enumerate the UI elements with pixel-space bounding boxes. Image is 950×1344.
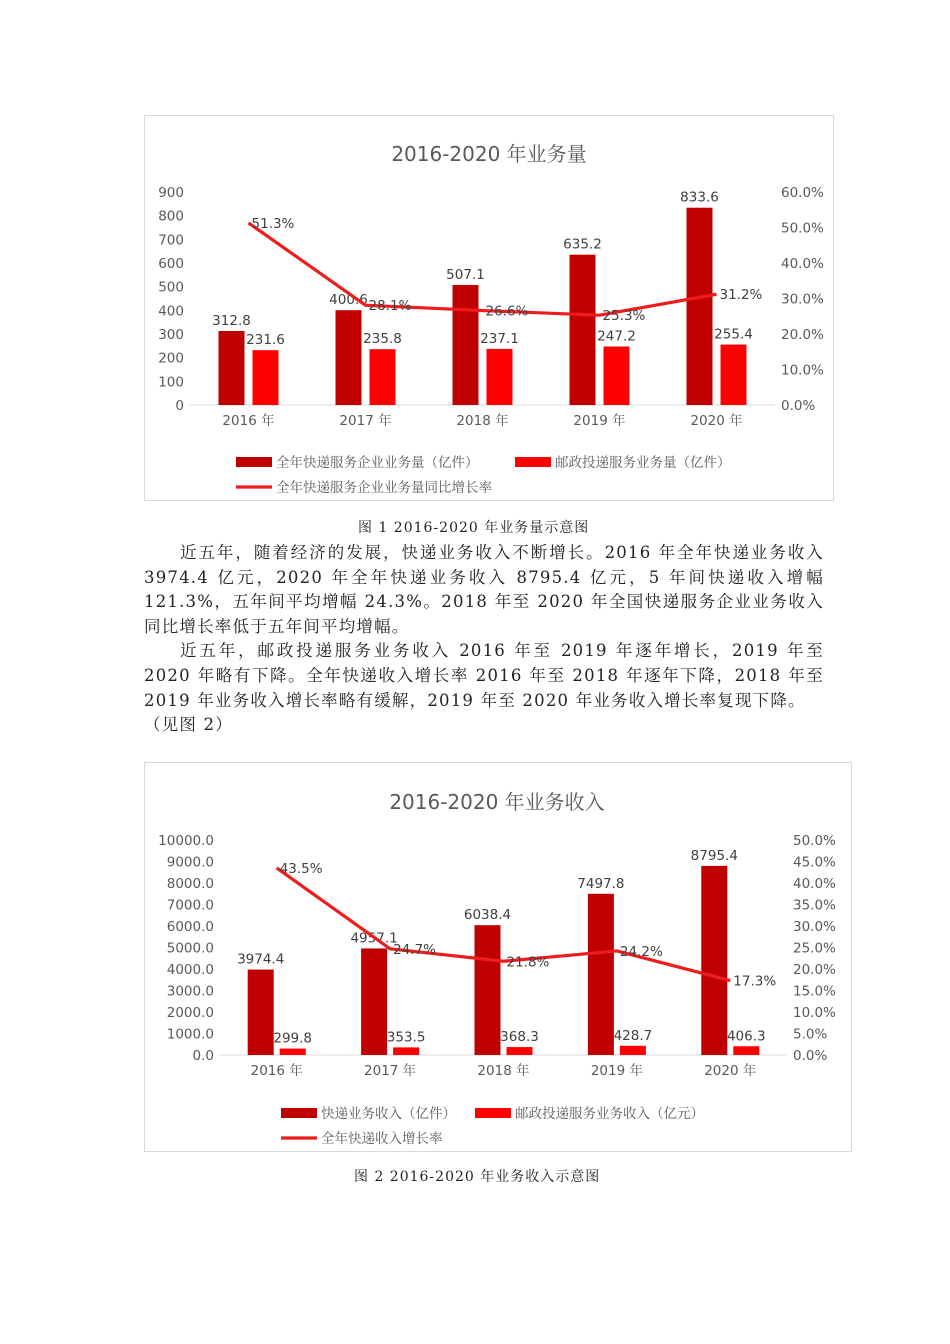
y-axis-tick-label: 100 xyxy=(158,374,184,391)
y-axis-tick-label: 0 xyxy=(175,398,184,414)
bar xyxy=(570,255,596,405)
line-data-label: 17.3% xyxy=(733,973,777,990)
chart-title: 2016-2020 年业务量 xyxy=(391,142,587,166)
legend-swatch xyxy=(515,457,551,467)
bar-data-label: 231.6 xyxy=(246,332,285,349)
x-axis-tick-label: 2020 年 xyxy=(690,413,743,429)
y2-axis-tick-label: 30.0% xyxy=(793,919,836,935)
bar xyxy=(370,349,396,405)
legend-label: 全年快递收入增长率 xyxy=(321,1131,443,1147)
bar xyxy=(733,1046,759,1055)
figure-1-caption: 图 1 2016-2020 年业务量示意图 xyxy=(358,520,590,536)
bar xyxy=(253,350,279,405)
chart-2-container xyxy=(144,762,852,1152)
bar-data-label: 247.2 xyxy=(597,328,636,345)
y-axis-tick-label: 6000.0 xyxy=(166,919,214,935)
bar xyxy=(219,331,245,405)
bar xyxy=(280,1049,306,1055)
y-axis-tick-label: 700 xyxy=(158,232,184,249)
y2-axis-tick-label: 10.0% xyxy=(793,1005,836,1021)
chart-2 xyxy=(145,763,851,1151)
y-axis-tick-label: 0.0 xyxy=(192,1048,214,1064)
bar xyxy=(475,925,501,1055)
bar xyxy=(701,866,727,1055)
legend-label: 邮政投递服务业务量（亿件） xyxy=(555,455,731,471)
legend-swatch xyxy=(281,1108,317,1118)
y-axis-tick-label: 600 xyxy=(158,256,184,272)
x-axis-tick-label: 2018 年 xyxy=(477,1063,530,1079)
x-axis-tick-label: 2019 年 xyxy=(590,1063,643,1079)
x-axis-tick-label: 2016 年 xyxy=(250,1063,303,1079)
bar-data-label: 312.8 xyxy=(212,312,251,329)
y-axis-tick-label: 7000.0 xyxy=(166,897,214,914)
y-axis-tick-label: 500 xyxy=(158,279,184,296)
y-axis-tick-label: 3000.0 xyxy=(166,983,214,1000)
line-data-label: 25.3% xyxy=(602,308,646,325)
body-text xyxy=(144,541,824,738)
legend-label: 邮政投递服务业务收入（亿元） xyxy=(515,1106,704,1122)
legend-label: 全年快递服务企业业务量（亿件） xyxy=(276,455,479,471)
paragraph-1: 近五年，随着经济的发展，快递业务收入不断增长。2016 年全年快递业务收入 3974.4 亿元，2020 年全年快递业务收入 8795.4 亿元，5 年间快递收入增幅 121.3%，五年间平均增幅 24.3%。2018 年至 2020 年全国快递服务企业业务收入同比增长率低于五年间平均增幅。 xyxy=(144,543,824,636)
bar xyxy=(687,208,713,405)
bar-data-label: 6038.4 xyxy=(463,907,512,924)
bar xyxy=(361,948,387,1055)
bar-data-label: 635.2 xyxy=(563,236,602,253)
legend-label: 全年快递服务企业业务量同比增长率 xyxy=(276,480,492,496)
bar xyxy=(721,345,747,405)
legend-label: 快递业务收入（亿件） xyxy=(321,1106,456,1122)
bar-data-label: 299.8 xyxy=(273,1030,313,1047)
line-data-label: 24.7% xyxy=(393,941,436,958)
bar-data-label: 400.6 xyxy=(329,292,368,309)
y2-axis-tick-label: 50.0% xyxy=(793,833,836,849)
y-axis-tick-label: 9000.0 xyxy=(166,854,214,871)
y2-axis-tick-label: 50.0% xyxy=(781,220,824,237)
line-data-label: 43.5% xyxy=(279,860,323,877)
bar-data-label: 507.1 xyxy=(446,266,485,283)
y-axis-tick-label: 4000.0 xyxy=(166,962,214,978)
y2-axis-tick-label: 40.0% xyxy=(781,256,824,272)
paragraph-3: （见图 2） xyxy=(144,715,233,735)
x-axis-tick-label: 2017 年 xyxy=(339,413,392,429)
y2-axis-tick-label: 25.0% xyxy=(793,940,836,957)
line-data-label: 26.6% xyxy=(485,303,529,320)
y2-axis-tick-label: 30.0% xyxy=(781,291,824,308)
bar xyxy=(620,1046,646,1055)
bar-data-label: 255.4 xyxy=(714,326,753,343)
bar-data-label: 368.3 xyxy=(500,1029,539,1046)
x-axis-tick-label: 2018 年 xyxy=(456,413,509,429)
y2-axis-tick-label: 40.0% xyxy=(793,876,836,892)
y-axis-tick-label: 400 xyxy=(158,303,184,320)
y-axis-tick-label: 200 xyxy=(158,350,184,367)
bar xyxy=(393,1047,419,1055)
chart-1 xyxy=(145,116,833,500)
bar-data-label: 406.3 xyxy=(726,1028,766,1045)
bar xyxy=(487,349,513,405)
line-data-label: 24.2% xyxy=(619,943,663,960)
bar-data-label: 7497.8 xyxy=(577,875,625,892)
paragraph-2: 近五年，邮政投递服务业务收入 2016 年至 2019 年逐年增长，2019 年至 2020 年略有下降。全年快递收入增长率 2016 年至 2018 年逐年下降，2018 年至 2019 年业务收入增长率略有缓解，2019 年至 2020 年业务收入增长率复现下降。 xyxy=(144,641,824,710)
y2-axis-tick-label: 20.0% xyxy=(781,327,824,343)
x-axis-tick-label: 2020 年 xyxy=(704,1063,757,1079)
bar xyxy=(248,970,274,1055)
bar-data-label: 353.5 xyxy=(386,1029,426,1046)
y2-axis-tick-label: 0.0% xyxy=(781,398,816,414)
y-axis-tick-label: 300 xyxy=(158,327,184,343)
growth-rate-line xyxy=(277,868,731,981)
y-axis-tick-label: 10000.0 xyxy=(158,833,214,849)
bar-data-label: 237.1 xyxy=(480,330,519,347)
bar-data-label: 428.7 xyxy=(613,1027,653,1044)
chart-title: 2016-2020 年业务收入 xyxy=(389,790,605,814)
y-axis-tick-label: 5000.0 xyxy=(166,940,214,957)
bar-data-label: 4957.1 xyxy=(350,930,398,947)
line-data-label: 28.1% xyxy=(368,298,412,315)
legend-swatch xyxy=(475,1108,511,1118)
bar xyxy=(604,346,630,405)
figure-2-caption: 图 2 2016-2020 年业务收入示意图 xyxy=(354,1169,601,1185)
y2-axis-tick-label: 10.0% xyxy=(781,362,824,379)
bar-data-label: 3974.4 xyxy=(237,951,285,968)
y-axis-tick-label: 2000.0 xyxy=(166,1005,214,1021)
y-axis-tick-label: 1000.0 xyxy=(166,1026,214,1043)
chart-1-container xyxy=(144,115,834,501)
line-data-label: 21.8% xyxy=(506,954,550,971)
y2-axis-tick-label: 20.0% xyxy=(793,962,836,978)
x-axis-tick-label: 2016 年 xyxy=(222,413,275,429)
bar xyxy=(588,894,614,1055)
bar-data-label: 235.8 xyxy=(363,331,402,348)
y2-axis-tick-label: 15.0% xyxy=(793,983,836,1000)
bar-data-label: 8795.4 xyxy=(690,847,738,864)
line-data-label: 31.2% xyxy=(719,287,763,304)
bar xyxy=(336,310,362,405)
y-axis-tick-label: 900 xyxy=(158,185,184,201)
x-axis-tick-label: 2019 年 xyxy=(573,413,626,429)
bar xyxy=(453,285,479,405)
y2-axis-tick-label: 60.0% xyxy=(781,185,824,201)
y-axis-tick-label: 8000.0 xyxy=(166,876,214,892)
bar-data-label: 833.6 xyxy=(680,189,719,206)
y-axis-tick-label: 800 xyxy=(158,208,184,225)
y2-axis-tick-label: 45.0% xyxy=(793,854,836,871)
y2-axis-tick-label: 5.0% xyxy=(793,1026,828,1043)
y2-axis-tick-label: 0.0% xyxy=(793,1048,828,1064)
legend-swatch xyxy=(236,457,272,467)
y2-axis-tick-label: 35.0% xyxy=(793,897,836,914)
line-data-label: 51.3% xyxy=(251,215,295,232)
bar xyxy=(507,1047,533,1055)
x-axis-tick-label: 2017 年 xyxy=(364,1063,417,1079)
